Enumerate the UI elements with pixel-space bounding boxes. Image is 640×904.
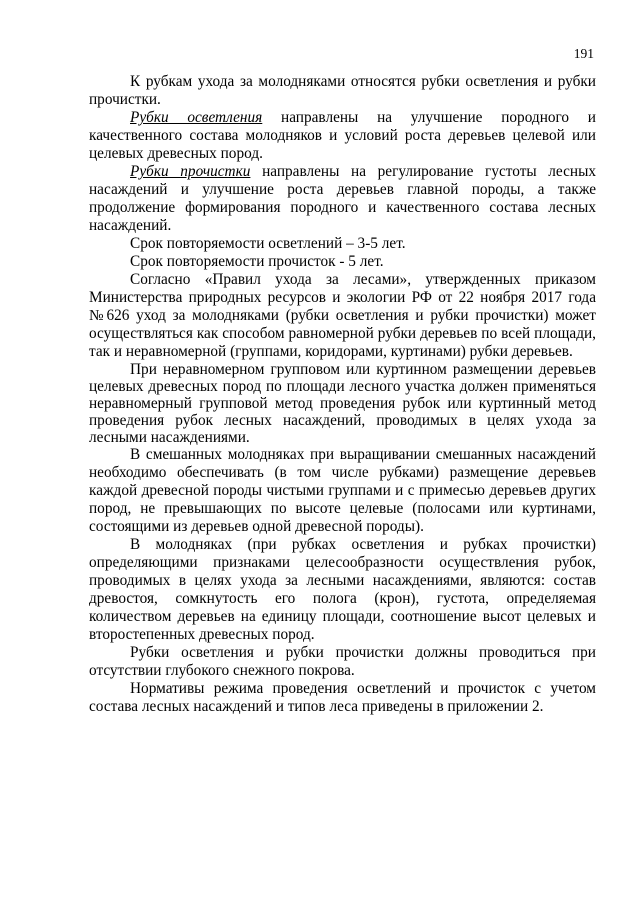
paragraph-period-osvetleniy: Срок повторяемости осветлений – 3-5 лет. [130, 235, 406, 252]
paragraph-text: направлены на улучшение породного и качественного состава молодняков и условий роста деревьев целевой или целевых древесных пород. [89, 109, 596, 162]
term-rubki-osvetleniya: Рубки осветления [130, 109, 263, 126]
paragraph-rubki-prochistki [89, 163, 596, 235]
body-text [89, 73, 596, 716]
paragraph-snezhnyi-pokrov: Рубки осветления и рубки прочистки должны проводиться при отсутствии глубокого снежного покрова. [89, 644, 596, 679]
paragraph-pravila-ukhoda: Согласно «Правил ухода за лесами», утвержденных приказом Министерства природных ресурсов и экологии РФ от 22 ноября 2017 года №626 уход за молодняками (рубки осветления и рубки прочистки) может осуществляться как способом равномерной рубки деревьев по всей площади, так и неравномерной (группами, коридорами, куртинами) рубки деревьев. [89, 271, 596, 360]
paragraph-period-prochistok: Срок повторяемости прочисток - 5 лет. [130, 253, 384, 270]
paragraph-priznaki-tselesoobraznosti: В молодняках (при рубках осветления и рубках прочистки) определяющими признаками целесообразности осуществления рубок, проводимых в целях ухода за лесными насаждениями, являются: состав древостоя, сомкнутость его полога (крон), густота, определяемая количеством деревьев на единицу площади, соотношение высот целевых и второстепенных древесных пород. [89, 536, 596, 643]
paragraph-text: направлены на регулирование густоты лесных насаждений и улучшение роста деревьев главной породы, а также продолжение формирования породного и качественного состава лесных насаждений. [89, 163, 597, 234]
paragraph-intro: К рубкам ухода за молодняками относятся рубки осветления и рубки прочистки. [89, 73, 596, 108]
page-number: 191 [573, 46, 594, 61]
paragraph-neravnomernoe-razmeshchenie: При неравномерном групповом или куртинном размещении деревьев целевых древесных пород по площади лесного участка должен применяться неравномерный групповой метод проведения рубок или куртинный метод проведения рубок лесных насаждений, проводимых в целях ухода за лесными насаждениями. [89, 361, 596, 446]
paragraph-rubki-osvetleniya [89, 109, 596, 163]
paragraph-normativy: Нормативы режима проведения осветлений и прочисток с учетом состава лесных насаждений и типов леса приведены в приложении 2. [89, 680, 596, 715]
paragraph-smeshannye-molodnyaki: В смешанных молодняках при выращивании смешанных насаждений необходимо обеспечивать (в том числе рубками) размещение деревьев каждой древесной породы чистыми группами и с примесью деревьев других пород, не превышающих по высоте целевые (полосами или куртинами, состоящими из деревьев одной древесной породы). [89, 446, 596, 535]
term-rubki-prochistki: Рубки прочистки [130, 163, 251, 180]
